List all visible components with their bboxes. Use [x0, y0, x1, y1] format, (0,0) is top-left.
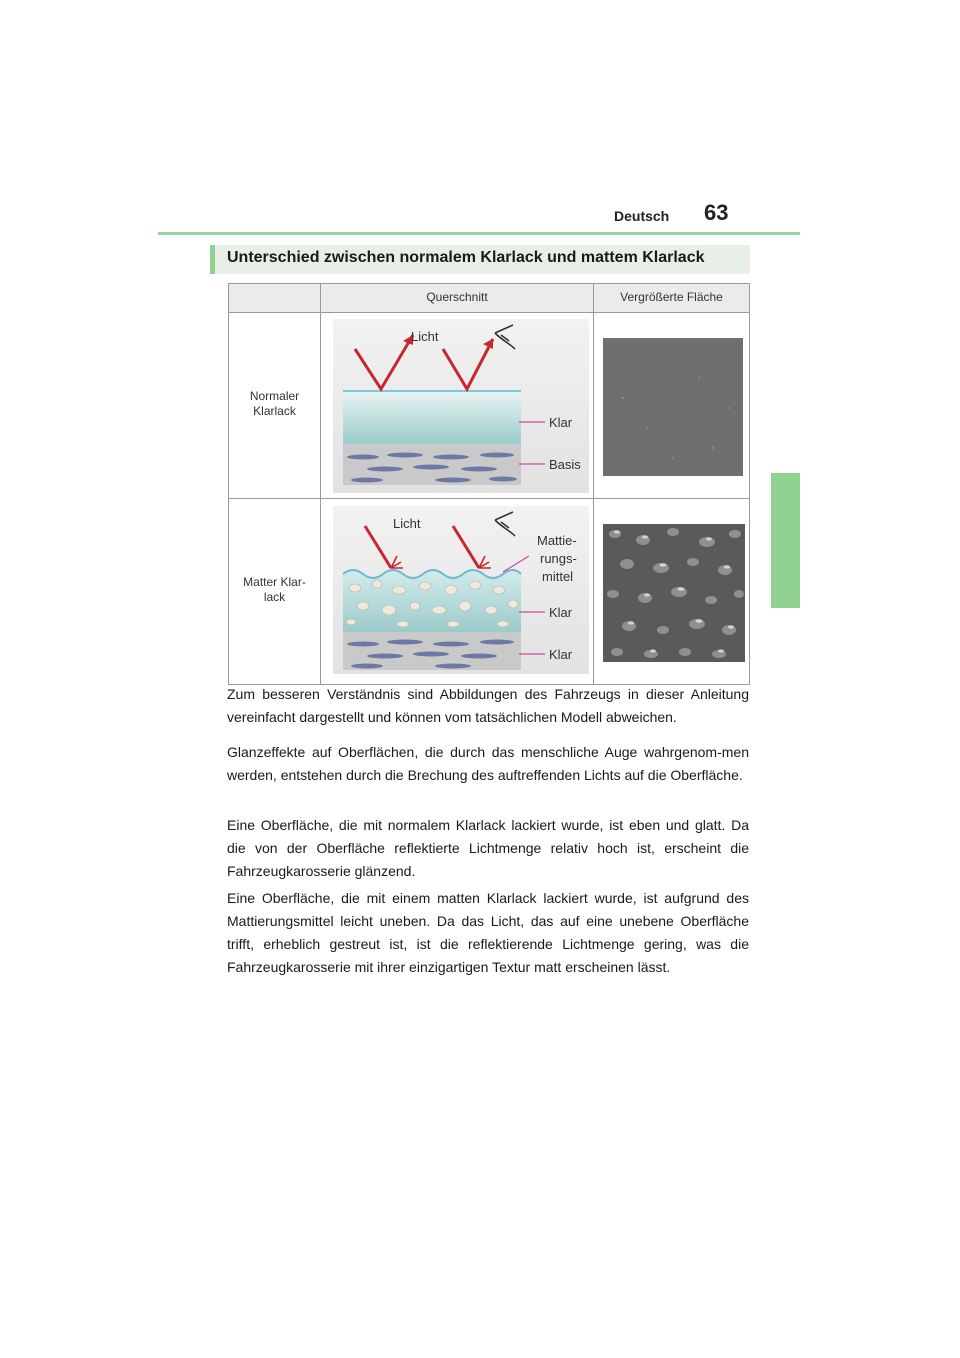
page-number: 63	[704, 200, 729, 225]
clear-layer	[343, 391, 521, 444]
paragraph-normal-clearcoat: Eine Oberfläche, die mit normalem Klarlack lackiert wurde, ist eben und glatt. Da die von der Oberfläche reflektierte Lichtmenge relativ hoch ist, erscheint die Fahrzeugkarosserie glänzend.	[227, 817, 749, 879]
row-label-line: Normaler	[249, 389, 300, 403]
table-divider	[593, 284, 594, 684]
paragraph-gloss-effects: Glanzeffekte auf Oberflächen, die durch das menschliche Auge wahrgenom-men werden, entstehen durch die Brechung des auftreffenden Lichts auf die Oberfläche.	[227, 744, 749, 783]
surface-specks	[622, 377, 730, 459]
table-divider	[320, 284, 321, 684]
normal-clearcoat-magnified-photo	[603, 338, 743, 476]
column-header-cross-section: Querschnitt	[426, 290, 488, 304]
label-matting-agent: Mattie-	[537, 533, 577, 548]
textured-surface	[607, 528, 744, 658]
chapter-side-tab	[771, 473, 800, 608]
matte-clearcoat-diagram	[333, 506, 589, 674]
paragraph-illustration-note: Zum besseren Verständnis sind Abbildungen des Fahrzeugs in dieser Anleitung vereinfacht dargestellt und können vom tatsächlichen Modell abweichen.	[227, 686, 749, 725]
normal-clearcoat-diagram	[333, 319, 589, 493]
row-label-matte	[229, 575, 320, 605]
row-label-line: lack	[263, 590, 286, 604]
header-rule	[158, 232, 800, 235]
column-header-magnified: Vergrößerte Fläche	[620, 290, 723, 304]
label-matting-agent: rungs-	[540, 551, 577, 566]
clear-layer	[343, 570, 521, 632]
label-clear: Klar	[549, 415, 573, 430]
label-light: Licht	[411, 329, 439, 344]
section-title: Unterschied zwischen normalem Klarlack und mattem Klarlack	[227, 249, 705, 266]
label-clear-lower: Klar	[549, 647, 573, 662]
matte-clearcoat-magnified-photo	[603, 524, 745, 662]
comparison-table	[228, 283, 750, 685]
label-matting-agent: mittel	[542, 569, 574, 584]
header-language: Deutsch	[614, 208, 670, 224]
label-base: Basis	[549, 457, 581, 472]
row-label-normal	[229, 389, 320, 419]
table-divider	[229, 498, 749, 499]
paragraph-matte-clearcoat: Eine Oberfläche, die mit einem matten Klarlack lackiert wurde, ist aufgrund des Mattierungsmittel leicht uneben. Da das Licht, das auf eine unebene Oberfläche trifft, erheblich gestreut ist, ist die reflektierende Lichtmenge gering, was die Fahrzeugkarosserie mit ihrer einzigartigen Textur matt erscheinen lässt.	[227, 890, 749, 975]
label-clear: Klar	[549, 605, 573, 620]
label-light: Licht	[393, 516, 421, 531]
row-label-line: Matter Klar-	[243, 575, 306, 589]
row-label-line: Klarlack	[253, 404, 296, 418]
section-title-bar	[210, 245, 750, 274]
